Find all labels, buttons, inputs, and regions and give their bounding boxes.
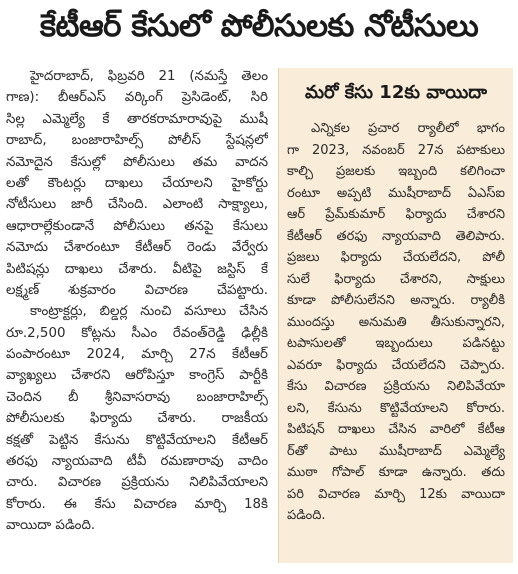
article-line: రూ.2,500 కోట్లను సీఎం రేవంత్‌రెడ్డి ఢిల్లీకి <box>6 325 268 341</box>
article-line: హైదరాబాద్, ఫిబ్రవరి 21 (నమస్తే తెలం <box>30 69 268 84</box>
article-line: కాంట్రాక్టర్లు, బిల్డర్ల నుంచి వసూలు చేసిన <box>30 304 268 320</box>
sidebar-line: ఎన్నికల ప్రచార ర్యాలీలో భాగం <box>311 121 505 136</box>
sidebar-line: ప్రజలు ఫిర్యాదు చేయలేదని, పోలీ <box>287 250 505 265</box>
sidebar-line: టపాసులతో ఇబ్బందులు పడినట్టు <box>287 336 505 351</box>
sidebar-line: కూడా పోలీసులేనని అన్నారు. ర్యాలీకి <box>287 293 505 308</box>
sidebar-line: ఎవరూ ఫిర్యాదు చేయలేదని చెప్పారు. <box>287 357 505 373</box>
sidebar-line: ఆర్ ప్రేమ్‌కుమార్ ఫిర్యాదు చేశారని <box>287 207 505 222</box>
article-line: చెందిన బీ శ్రీనివాసరావు బంజారాహిల్స్ <box>6 389 268 405</box>
sidebar-title: మరో కేసు 12కు వాయిదా <box>305 81 487 103</box>
sidebar-line: రంటూ అప్పటి ముషీరాబాద్ ఏఎస్ఐ <box>287 185 505 201</box>
article-body <box>6 66 268 566</box>
sidebar-line: కేటీఆర్ తరఫు న్యాయవాది తెలిపారు. <box>287 228 505 244</box>
article-line: పంపారంటూ 2024, మార్చి 27న కేటీఆర్ <box>6 347 268 363</box>
headline: కేటీఆర్ కేసులో పోలీసులకు నోటీసులు <box>39 7 479 44</box>
article-line: వాయిదా పడింది. <box>6 518 96 534</box>
article-line: చారు. విచారణ ప్రక్రియను నిలిపివేయాలని <box>6 475 268 491</box>
article-line: రాబాద్, బంజారాహిల్స్ పోలీస్ స్టేషన్లలో <box>6 133 268 149</box>
sidebar-line: పిటిషన్ దాఖలు చేసిన వారిలో కేటీఆ <box>287 422 505 437</box>
article-line: సిల్ల ఎమ్మెల్యే కే తారకరామారావుపై ముషీ <box>6 111 268 127</box>
sidebar-line: సులే ఫిర్యాదు చేశారని, సాక్షులు <box>287 271 505 287</box>
sidebar-body <box>287 118 505 527</box>
article-line: తరఫు న్యాయవాది టీవీ రమణారావు వాదిం <box>6 454 268 470</box>
sidebar-line: ముఠా గోపాల్ కూడా ఉన్నారు. తదు <box>287 465 505 480</box>
sidebar-line: కేసు విచారణ ప్రక్రియను నిలిపివేయా <box>287 379 505 394</box>
article-line: పిటిషన్లు దాఖలు చేశారు. వీటిపై జస్టిస్ కే <box>6 261 268 277</box>
article-line: లక్ష్మణ్ శుక్రవారం విచారణ చేపట్టారు. <box>6 282 268 298</box>
article-line: నమోదైన కేసుల్లో పోలీసులు తమ వాదన <box>6 154 268 170</box>
article-line: కక్షతో పెట్టిన కేసును కొట్టివేయాలని కేటీఆర్ <box>6 432 268 448</box>
article-line: నమోదు చేశారంటూ కేటీఆర్ రెండు వేర్వేరు <box>6 240 268 256</box>
sidebar-line: పడింది. <box>287 508 326 523</box>
sidebar-line: పరి విచారణ మార్చి 12కు వాయిదా <box>287 486 505 502</box>
article-line: పోలీసులకు ఫిర్యాదు చేశారు. రాజకీయ <box>6 411 268 427</box>
sidebar-line: ర్‌తో పాటు ముషీరాబాద్ ఎమ్మెల్యే <box>287 443 505 459</box>
article-line: ఆధారాల్లేకుండానే పోలీసులు తనపై కేసులు <box>6 218 268 234</box>
article-line: నోటీసులు జారీ చేసింది. ఎలాంటి సాక్ష్యాలు, <box>6 197 268 213</box>
sidebar-line: గా 2023, నవంబర్ 27న పటాకులు <box>287 142 505 158</box>
article-line: కోరారు. ఈ కేసు విచారణ మార్చి 18కి <box>6 496 268 512</box>
article-line: లతో కౌంటర్లు దాఖలు చేయాలని హైకోర్టు <box>6 175 268 191</box>
article-line: గాణ): బీఆర్ఎస్ వర్కింగ్ ప్రెసిడెంట్, సిరి <box>6 90 268 106</box>
sidebar-line: కాల్చి ప్రజలకు ఇబ్బంది కలిగించా <box>287 164 505 179</box>
sidebar-box <box>278 68 513 563</box>
article-line: వ్యాఖ్యలు చేశారని ఆరోపిస్తూ కాంగ్రెస్ పార్టీకి <box>6 368 268 384</box>
sidebar-line: ముందస్తు అనుమతి తీసుకున్నారని, <box>287 314 505 330</box>
sidebar-line: లని, కేసును కొట్టివేయాలని కోరారు. <box>287 400 505 416</box>
